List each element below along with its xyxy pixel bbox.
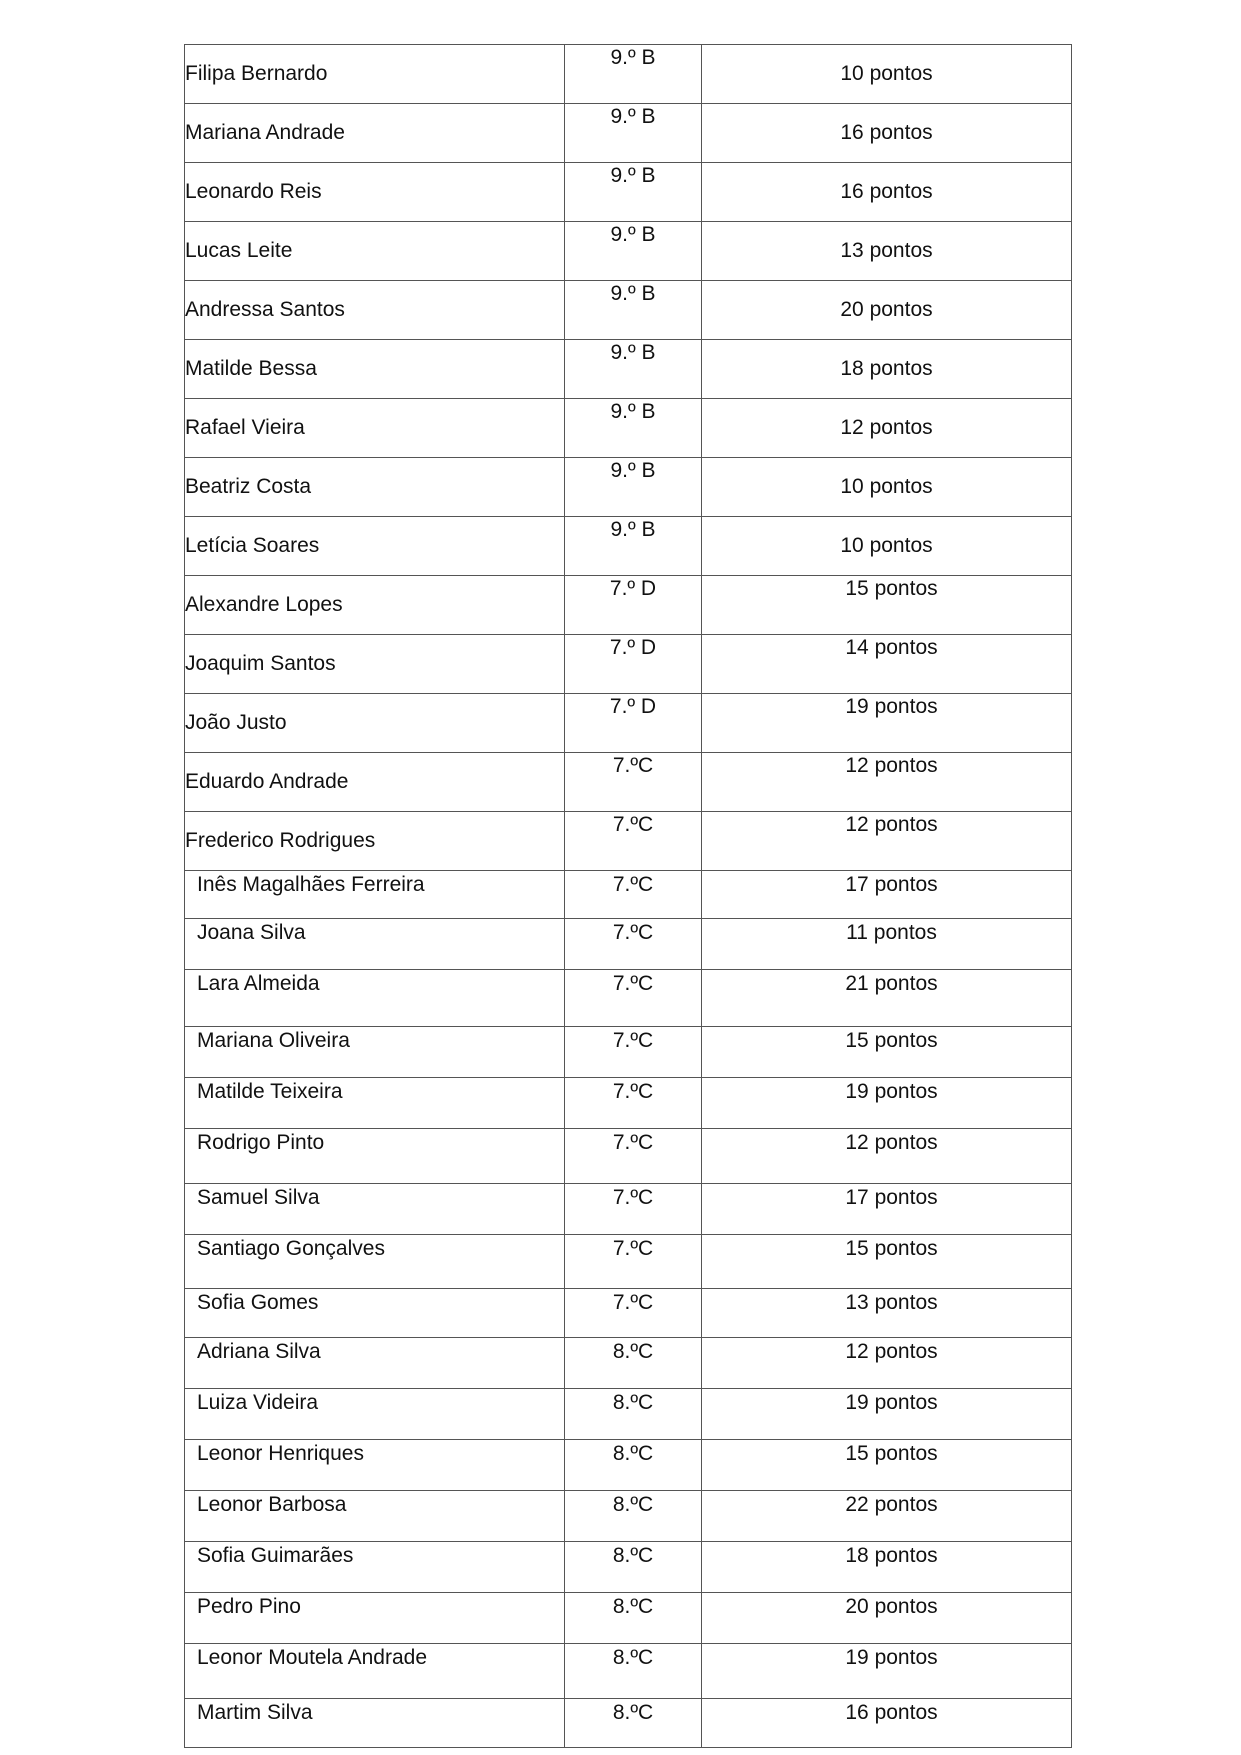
points-cell: 12 pontos [702, 753, 1072, 812]
class-cell: 9.º B [565, 517, 702, 576]
class-cell: 8.ºC [565, 1593, 702, 1644]
student-name-cell: Joana Silva [185, 919, 565, 970]
student-name-cell: Rafael Vieira [185, 399, 565, 458]
class-cell: 7.ºC [565, 1184, 702, 1235]
points-cell: 15 pontos [702, 1235, 1072, 1289]
class-cell: 7.ºC [565, 919, 702, 970]
points-cell: 10 pontos [702, 458, 1072, 517]
points-cell: 20 pontos [702, 281, 1072, 340]
points-cell: 11 pontos [702, 919, 1072, 970]
class-cell: 8.ºC [565, 1338, 702, 1389]
points-cell: 18 pontos [702, 340, 1072, 399]
table-row [185, 399, 1072, 458]
class-cell: 7.º D [565, 635, 702, 694]
table-row [185, 1338, 1072, 1389]
class-cell: 7.ºC [565, 812, 702, 871]
student-name-cell: Luiza Videira [185, 1389, 565, 1440]
class-cell: 9.º B [565, 281, 702, 340]
table-row [185, 1078, 1072, 1129]
points-cell: 17 pontos [702, 1184, 1072, 1235]
table-row [185, 1440, 1072, 1491]
table-row [185, 163, 1072, 222]
points-cell: 16 pontos [702, 1699, 1072, 1748]
points-cell: 14 pontos [702, 635, 1072, 694]
table-row [185, 1184, 1072, 1235]
student-name-cell: Pedro Pino [185, 1593, 565, 1644]
points-cell: 16 pontos [702, 104, 1072, 163]
class-cell: 8.ºC [565, 1542, 702, 1593]
table-row [185, 970, 1072, 1027]
table-row [185, 812, 1072, 871]
student-name-cell: Matilde Teixeira [185, 1078, 565, 1129]
class-cell: 7.ºC [565, 753, 702, 812]
table-row [185, 1593, 1072, 1644]
student-name-cell: Letícia Soares [185, 517, 565, 576]
points-cell: 13 pontos [702, 222, 1072, 281]
class-cell: 9.º B [565, 458, 702, 517]
student-name-cell: Alexandre Lopes [185, 576, 565, 635]
points-cell: 12 pontos [702, 812, 1072, 871]
table-row [185, 1644, 1072, 1699]
table-row [185, 340, 1072, 399]
student-name-cell: Mariana Oliveira [185, 1027, 565, 1078]
student-name-cell: Andressa Santos [185, 281, 565, 340]
table-row [185, 1289, 1072, 1338]
class-cell: 8.ºC [565, 1644, 702, 1699]
table-row [185, 1027, 1072, 1078]
table-row [185, 458, 1072, 517]
class-cell: 9.º B [565, 399, 702, 458]
points-cell: 10 pontos [702, 45, 1072, 104]
student-name-cell: Filipa Bernardo [185, 45, 565, 104]
class-cell: 7.ºC [565, 1289, 702, 1338]
table-row [185, 104, 1072, 163]
table-row [185, 281, 1072, 340]
scores-table [184, 44, 1072, 1748]
points-cell: 19 pontos [702, 694, 1072, 753]
student-name-cell: Santiago Gonçalves [185, 1235, 565, 1289]
points-cell: 12 pontos [702, 1129, 1072, 1184]
scores-table-body [185, 45, 1072, 1748]
student-name-cell: Rodrigo Pinto [185, 1129, 565, 1184]
student-name-cell: Leonor Moutela Andrade [185, 1644, 565, 1699]
class-cell: 7.ºC [565, 1235, 702, 1289]
table-row [185, 576, 1072, 635]
student-name-cell: Joaquim Santos [185, 635, 565, 694]
table-row [185, 1699, 1072, 1748]
class-cell: 7.ºC [565, 1078, 702, 1129]
class-cell: 7.ºC [565, 1129, 702, 1184]
table-row [185, 222, 1072, 281]
class-cell: 7.ºC [565, 871, 702, 919]
points-cell: 22 pontos [702, 1491, 1072, 1542]
class-cell: 8.ºC [565, 1440, 702, 1491]
points-cell: 19 pontos [702, 1644, 1072, 1699]
table-row [185, 635, 1072, 694]
student-name-cell: Inês Magalhães Ferreira [185, 871, 565, 919]
student-name-cell: Beatriz Costa [185, 458, 565, 517]
points-cell: 15 pontos [702, 1440, 1072, 1491]
table-row [185, 871, 1072, 919]
points-cell: 19 pontos [702, 1389, 1072, 1440]
class-cell: 9.º B [565, 163, 702, 222]
student-name-cell: Samuel Silva [185, 1184, 565, 1235]
table-row [185, 753, 1072, 812]
points-cell: 21 pontos [702, 970, 1072, 1027]
student-name-cell: João Justo [185, 694, 565, 753]
student-name-cell: Leonardo Reis [185, 163, 565, 222]
class-cell: 9.º B [565, 222, 702, 281]
class-cell: 7.ºC [565, 1027, 702, 1078]
class-cell: 9.º B [565, 340, 702, 399]
student-name-cell: Matilde Bessa [185, 340, 565, 399]
student-name-cell: Frederico Rodrigues [185, 812, 565, 871]
table-row [185, 517, 1072, 576]
student-name-cell: Adriana Silva [185, 1338, 565, 1389]
points-cell: 12 pontos [702, 1338, 1072, 1389]
table-row [185, 1542, 1072, 1593]
table-row [185, 1235, 1072, 1289]
class-cell: 8.ºC [565, 1491, 702, 1542]
points-cell: 15 pontos [702, 576, 1072, 635]
student-name-cell: Mariana Andrade [185, 104, 565, 163]
points-cell: 10 pontos [702, 517, 1072, 576]
student-name-cell: Eduardo Andrade [185, 753, 565, 812]
points-cell: 17 pontos [702, 871, 1072, 919]
student-name-cell: Leonor Henriques [185, 1440, 565, 1491]
points-cell: 19 pontos [702, 1078, 1072, 1129]
student-name-cell: Sofia Guimarães [185, 1542, 565, 1593]
class-cell: 8.ºC [565, 1389, 702, 1440]
points-cell: 12 pontos [702, 399, 1072, 458]
table-row [185, 694, 1072, 753]
points-cell: 15 pontos [702, 1027, 1072, 1078]
class-cell: 9.º B [565, 104, 702, 163]
points-cell: 18 pontos [702, 1542, 1072, 1593]
student-name-cell: Martim Silva [185, 1699, 565, 1748]
table-row [185, 919, 1072, 970]
class-cell: 7.ºC [565, 970, 702, 1027]
points-cell: 13 pontos [702, 1289, 1072, 1338]
class-cell: 9.º B [565, 45, 702, 104]
student-name-cell: Sofia Gomes [185, 1289, 565, 1338]
points-cell: 20 pontos [702, 1593, 1072, 1644]
student-name-cell: Lara Almeida [185, 970, 565, 1027]
class-cell: 7.º D [565, 694, 702, 753]
table-row [185, 1491, 1072, 1542]
table-row [185, 45, 1072, 104]
student-name-cell: Lucas Leite [185, 222, 565, 281]
table-row [185, 1389, 1072, 1440]
points-cell: 16 pontos [702, 163, 1072, 222]
class-cell: 8.ºC [565, 1699, 702, 1748]
class-cell: 7.º D [565, 576, 702, 635]
student-name-cell: Leonor Barbosa [185, 1491, 565, 1542]
table-row [185, 1129, 1072, 1184]
